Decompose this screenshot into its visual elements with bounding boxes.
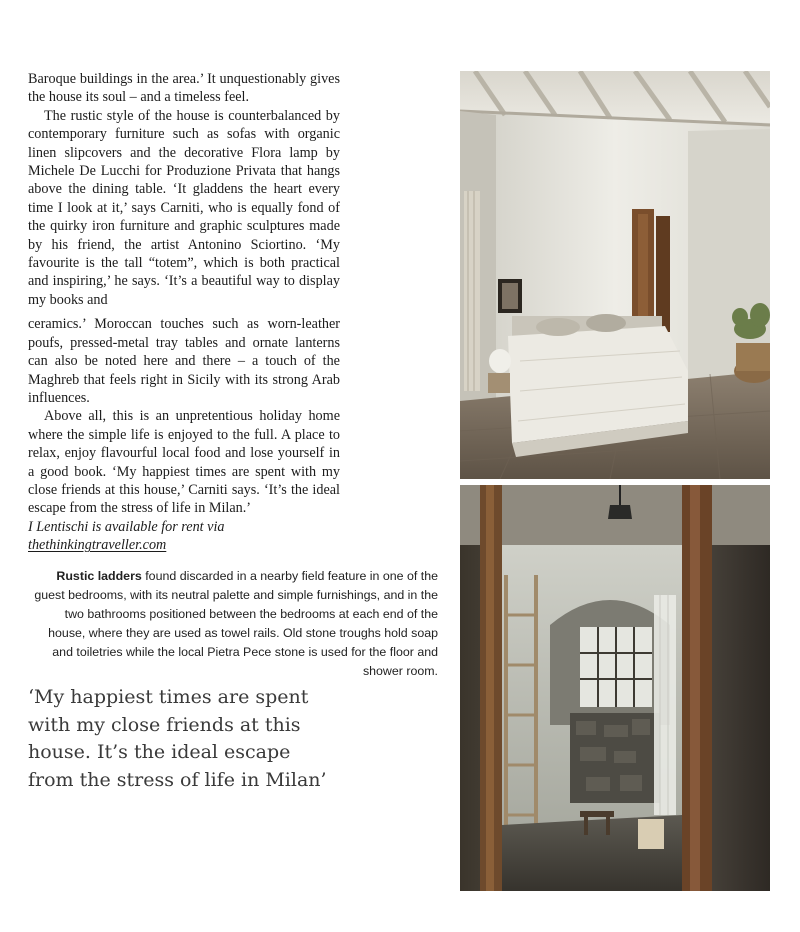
- photo-caption: [28, 567, 438, 681]
- paragraph-continued: Baroque buildings in the area.’ It unquestionably gives the house its soul – and a timeless feel.: [28, 71, 340, 106]
- caption-lead: Rustic ladders: [56, 569, 142, 583]
- rental-credit-text: I Lentischi is available for rent via: [28, 518, 225, 535]
- article-body: [28, 70, 340, 555]
- paragraph-furniture: The rustic style of the house is counterbalanced by contemporary furniture such as sofas with organic linen slipcovers and the decorative Flora lamp by Michele De Lucchi for Produzione Privata that hangs above the dining table. ‘It gladdens the heart every time I look at it,’ says Carniti, who is equally fond of the quirky iron furniture and graphic sculptures made by his friend, the artist Antonino Sciortino. ‘My favourite is the tall “totem”, which is both practical and inspiring,’ he says. ‘It’s a beautiful way to display my books and: [28, 107, 340, 308]
- bathroom-photo: [460, 485, 770, 891]
- rental-link[interactable]: thethinkingtraveller.com: [28, 537, 167, 554]
- paragraph-moroccan: ceramics.’ Moroccan touches such as worn-leather poufs, pressed-metal tray tables and ornate lanterns can also be noted here and there – a touch of the Maghreb that feels right in Sicily with its strong Arab influences.: [28, 316, 340, 406]
- pull-quote: ‘My happiest times are spent with my close friends at this house. It’s the ideal escape from the stress of life in Milan’: [28, 686, 327, 791]
- caption-text: found discarded in a nearby field feature in one of the guest bedrooms, with its neutral palette and simple furnishings, and in the two bathrooms positioned between the bedrooms at each end of the house, where they are used as towel rails. Old stone troughs hold soap and toiletries while the local Pietra Pece stone is used for the floor and shower room.: [34, 569, 438, 678]
- paragraph-holiday-home: Above all, this is an unpretentious holiday home where the simple life is enjoyed to the full. A place to relax, enjoy flavourful local food and lose yourself in a good book. ‘My happiest times are spent with my close friends at this house,’ Carniti says. ‘It’s the ideal escape from the stress of life in Milan.’: [28, 408, 340, 517]
- bedroom-photo: [460, 71, 770, 479]
- rental-credit: [28, 518, 340, 555]
